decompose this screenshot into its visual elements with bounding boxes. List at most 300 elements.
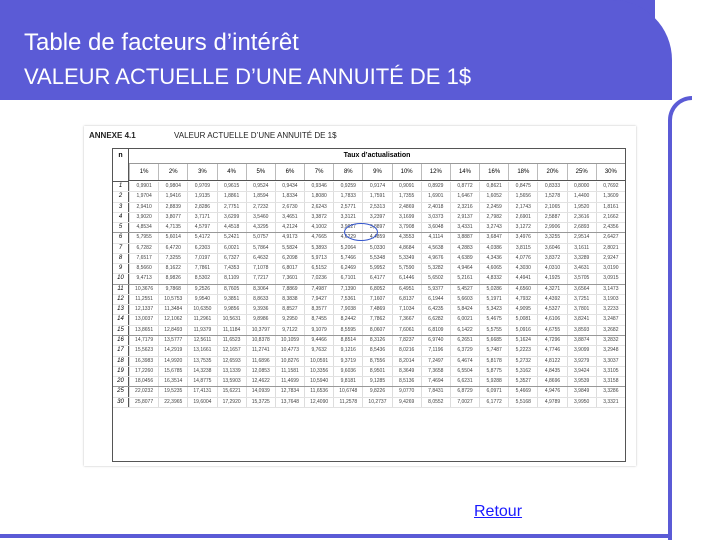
factor-cell: 4,6560 bbox=[508, 285, 537, 294]
table-row bbox=[113, 326, 625, 336]
factor-cell: 7,3601 bbox=[275, 274, 304, 283]
factor-cell: 4,9173 bbox=[275, 233, 304, 242]
factor-cell: 8,1622 bbox=[158, 264, 187, 273]
rate-columns bbox=[129, 164, 625, 181]
factor-cell: 3,3321 bbox=[596, 398, 625, 407]
factor-cell: 8,5436 bbox=[362, 346, 391, 355]
factor-cell: 1,8861 bbox=[217, 192, 246, 201]
factor-cell: 3,8115 bbox=[508, 244, 537, 253]
factor-cell: 7,0197 bbox=[187, 254, 216, 263]
factor-cell: 16,3983 bbox=[129, 357, 158, 366]
factor-cell: 8,8514 bbox=[333, 336, 362, 345]
factor-cell: 4,4392 bbox=[537, 295, 566, 304]
factor-cell: 14,8775 bbox=[187, 377, 216, 386]
factor-cell: 1,8080 bbox=[304, 192, 333, 201]
factor-cell: 9,3719 bbox=[333, 357, 362, 366]
factor-cell: 15,5623 bbox=[129, 346, 158, 355]
factor-cell: 3,8241 bbox=[567, 315, 596, 324]
factor-cell: 6,4951 bbox=[392, 285, 421, 294]
factor-cell: 0,8772 bbox=[450, 182, 479, 191]
period-cell: 20 bbox=[113, 377, 129, 386]
factor-cell: 3,6048 bbox=[421, 223, 450, 232]
factor-cell: 3,3286 bbox=[596, 387, 625, 396]
factor-cell: 7,8869 bbox=[275, 285, 304, 294]
rate-column-header: 18% bbox=[508, 164, 537, 180]
factor-cell: 13,1661 bbox=[187, 346, 216, 355]
factor-cell: 5,0757 bbox=[246, 233, 275, 242]
factor-cell: 5,2223 bbox=[508, 346, 537, 355]
factor-cell: 8,1109 bbox=[217, 274, 246, 283]
factor-cell: 15,6221 bbox=[217, 387, 246, 396]
factor-cell: 4,1114 bbox=[421, 233, 450, 242]
factor-cell: 5,4527 bbox=[450, 285, 479, 294]
factor-cell: 10,5940 bbox=[304, 377, 333, 386]
factor-cell: 3,1903 bbox=[596, 295, 625, 304]
factor-cell: 2,9514 bbox=[567, 233, 596, 242]
factor-cell: 4,3436 bbox=[479, 254, 508, 263]
factor-cell: 3,0915 bbox=[596, 274, 625, 283]
period-cell: 19 bbox=[113, 367, 129, 376]
factor-cell: 4,6755 bbox=[537, 326, 566, 335]
factor-cell: 6,4632 bbox=[246, 254, 275, 263]
factor-cell: 6,8137 bbox=[392, 295, 421, 304]
factor-cell: 3,2682 bbox=[596, 326, 625, 335]
factor-cell: 8,2014 bbox=[392, 357, 421, 366]
factor-cell: 5,0330 bbox=[362, 244, 391, 253]
factor-cell: 3,4631 bbox=[567, 264, 596, 273]
factor-cell: 4,8534 bbox=[129, 223, 158, 232]
table-caption: VALEUR ACTUELLE D’UNE ANNUITÉ DE 1$ bbox=[174, 131, 337, 140]
factor-cell: 6,2469 bbox=[333, 264, 362, 273]
factor-cell: 2,6243 bbox=[304, 203, 333, 212]
factor-cell: 4,1925 bbox=[537, 274, 566, 283]
factor-cell: 3,8077 bbox=[158, 213, 187, 222]
factor-cell: 2,9410 bbox=[129, 203, 158, 212]
factor-cell: 1,4400 bbox=[567, 192, 596, 201]
table-row bbox=[113, 346, 625, 356]
rate-column-header: 6% bbox=[275, 164, 304, 180]
factor-cell: 0,9434 bbox=[275, 182, 304, 191]
factor-cell: 5,3162 bbox=[508, 367, 537, 376]
factor-cell: 3,1699 bbox=[392, 213, 421, 222]
factor-cell: 10,5753 bbox=[158, 295, 187, 304]
factor-cell: 9,6036 bbox=[333, 367, 362, 376]
factor-cell: 12,1062 bbox=[158, 315, 187, 324]
factor-cell: 8,0607 bbox=[362, 326, 391, 335]
factor-cell: 6,8729 bbox=[450, 387, 479, 396]
factor-cell: 8,7605 bbox=[217, 285, 246, 294]
rate-column-header: 5% bbox=[246, 164, 275, 180]
factor-cell: 3,8372 bbox=[537, 254, 566, 263]
factor-cell: 4,8435 bbox=[537, 367, 566, 376]
factor-cell: 2,5771 bbox=[333, 203, 362, 212]
factor-cell: 9,8226 bbox=[362, 387, 391, 396]
factor-cell: 4,6065 bbox=[479, 264, 508, 273]
factor-cell: 5,7864 bbox=[246, 244, 275, 253]
factor-cell: 3,6299 bbox=[217, 213, 246, 222]
factor-cell: 5,9713 bbox=[304, 254, 333, 263]
factor-cell: 5,2161 bbox=[450, 274, 479, 283]
factor-cell: 9,0770 bbox=[392, 387, 421, 396]
factor-cell: 6,4177 bbox=[362, 274, 391, 283]
factor-cell: 5,3527 bbox=[508, 377, 537, 386]
factor-cell: 7,8237 bbox=[392, 336, 421, 345]
factor-cell: 7,4869 bbox=[362, 305, 391, 314]
factor-cell: 5,8178 bbox=[479, 357, 508, 366]
factor-cell: 8,9826 bbox=[158, 274, 187, 283]
factor-cell: 4,9464 bbox=[450, 264, 479, 273]
factor-cell: 6,1446 bbox=[392, 274, 421, 283]
factor-cell: 3,2832 bbox=[596, 336, 625, 345]
factor-cell: 4,2124 bbox=[275, 223, 304, 232]
factor-cell: 11,2741 bbox=[246, 346, 275, 355]
factor-cell: 14,3238 bbox=[187, 367, 216, 376]
factor-cell: 4,3295 bbox=[246, 223, 275, 232]
factor-cell: 2,8839 bbox=[158, 203, 187, 212]
factor-cell: 6,6231 bbox=[450, 377, 479, 386]
factor-cell: 3,9020 bbox=[129, 213, 158, 222]
factor-cell: 8,5302 bbox=[187, 274, 216, 283]
table-row bbox=[113, 387, 625, 397]
factor-cell: 0,9346 bbox=[304, 182, 333, 191]
factor-cell: 10,6350 bbox=[187, 305, 216, 314]
factor-cell: 12,0853 bbox=[246, 367, 275, 376]
factor-cell: 6,1944 bbox=[421, 295, 450, 304]
factor-cell: 4,5638 bbox=[421, 244, 450, 253]
factor-cell: 9,4713 bbox=[129, 274, 158, 283]
factor-cell: 0,9524 bbox=[246, 182, 275, 191]
annuity-table-image bbox=[84, 126, 636, 466]
factor-cell: 6,9740 bbox=[421, 336, 450, 345]
factor-cell: 3,3158 bbox=[596, 377, 625, 386]
factor-cell: 11,9379 bbox=[187, 326, 216, 335]
factor-cell: 14,9920 bbox=[158, 357, 187, 366]
factor-cell: 6,6282 bbox=[421, 315, 450, 324]
factor-cell: 5,9377 bbox=[421, 285, 450, 294]
table-row bbox=[113, 264, 625, 274]
table-row bbox=[113, 254, 625, 264]
factor-cell: 1,6052 bbox=[479, 192, 508, 201]
factor-cell: 4,9095 bbox=[508, 305, 537, 314]
factor-cell: 5,4675 bbox=[479, 315, 508, 324]
factor-cell: 0,9259 bbox=[333, 182, 362, 191]
factor-cell: 25,8077 bbox=[129, 398, 158, 407]
factor-cell: 5,8775 bbox=[479, 367, 508, 376]
factor-cell: 3,6564 bbox=[567, 285, 596, 294]
rate-column-header: 7% bbox=[304, 164, 333, 180]
factor-cell: 8,5595 bbox=[333, 326, 362, 335]
factor-cell: 4,8122 bbox=[537, 357, 566, 366]
factor-cell: 4,0386 bbox=[479, 244, 508, 253]
slide-subtitle: VALEUR ACTUELLE D’UNE ANNUITÉ DE 1$ bbox=[24, 64, 472, 89]
factor-cell: 8,9501 bbox=[362, 367, 391, 376]
factor-cell: 4,6229 bbox=[333, 233, 362, 242]
factor-cell: 8,5136 bbox=[392, 377, 421, 386]
table-row bbox=[113, 285, 625, 295]
factor-cell: 3,9424 bbox=[567, 367, 596, 376]
factor-cell: 4,7135 bbox=[158, 223, 187, 232]
factor-cell: 9,1079 bbox=[304, 326, 333, 335]
factor-cell: 13,0037 bbox=[129, 315, 158, 324]
factor-cell: 6,4235 bbox=[421, 305, 450, 314]
factor-cell: 7,9038 bbox=[333, 305, 362, 314]
factor-cell: 3,2743 bbox=[479, 223, 508, 232]
factor-cell: 3,9849 bbox=[567, 387, 596, 396]
factor-cell: 12,1337 bbox=[129, 305, 158, 314]
factor-cell: 6,0021 bbox=[217, 244, 246, 253]
factor-cell: 5,3282 bbox=[421, 264, 450, 273]
factor-cell: 8,8527 bbox=[275, 305, 304, 314]
factor-cell: 1,9135 bbox=[187, 192, 216, 201]
factor-cell: 10,3356 bbox=[304, 367, 333, 376]
factor-cell: 0,9174 bbox=[362, 182, 391, 191]
factor-cell: 1,9704 bbox=[129, 192, 158, 201]
factor-cell: 8,3838 bbox=[275, 295, 304, 304]
factor-cell: 8,0216 bbox=[392, 346, 421, 355]
factor-cell: 6,8017 bbox=[275, 264, 304, 273]
rate-column-header: 4% bbox=[217, 164, 246, 180]
factor-cell: 10,1059 bbox=[275, 336, 304, 345]
rate-header: Taux d’actualisation bbox=[129, 149, 625, 164]
factor-cell: 6,7101 bbox=[333, 274, 362, 283]
factor-cell: 4,3030 bbox=[508, 264, 537, 273]
factor-cell: 14,0939 bbox=[246, 387, 275, 396]
factor-cell: 0,7692 bbox=[596, 182, 625, 191]
factor-cell: 4,7932 bbox=[508, 295, 537, 304]
factor-cell: 7,6517 bbox=[129, 254, 158, 263]
annuity-table bbox=[112, 148, 626, 462]
factor-cell: 1,7591 bbox=[362, 192, 391, 201]
factor-cell: 6,5152 bbox=[304, 264, 333, 273]
factor-cell: 6,8052 bbox=[362, 285, 391, 294]
factor-cell: 4,8332 bbox=[479, 274, 508, 283]
factor-cell: 2,7232 bbox=[246, 203, 275, 212]
factor-cell: 9,4466 bbox=[304, 336, 333, 345]
factor-cell: 10,8276 bbox=[275, 357, 304, 366]
factor-cell: 7,2497 bbox=[421, 357, 450, 366]
factor-cell: 2,3616 bbox=[567, 213, 596, 222]
period-cell: 4 bbox=[113, 213, 129, 222]
factor-cell: 1,7355 bbox=[392, 192, 421, 201]
factor-cell: 16,3514 bbox=[158, 377, 187, 386]
factor-cell: 7,1034 bbox=[392, 305, 421, 314]
frame-right-border bbox=[668, 96, 692, 540]
factor-cell: 3,9539 bbox=[567, 377, 596, 386]
factor-cell: 10,0591 bbox=[304, 357, 333, 366]
factor-cell: 2,6730 bbox=[275, 203, 304, 212]
factor-cell: 9,1216 bbox=[333, 346, 362, 355]
factor-cell: 1,8594 bbox=[246, 192, 275, 201]
factor-cell: 4,1002 bbox=[304, 223, 333, 232]
factor-cell: 12,6593 bbox=[217, 357, 246, 366]
factor-cell: 10,5631 bbox=[217, 315, 246, 324]
period-cell: 14 bbox=[113, 315, 129, 324]
factor-cell: 1,5278 bbox=[537, 192, 566, 201]
factor-cell: 3,3105 bbox=[596, 367, 625, 376]
factor-cell: 17,2920 bbox=[217, 398, 246, 407]
factor-cell: 5,5348 bbox=[362, 254, 391, 263]
period-cell: 3 bbox=[113, 203, 129, 212]
factor-cell: 9,3936 bbox=[246, 305, 275, 314]
factor-cell: 3,2397 bbox=[362, 213, 391, 222]
factor-cell: 5,0081 bbox=[508, 315, 537, 324]
factor-cell: 22,0232 bbox=[129, 387, 158, 396]
factor-cell: 5,0916 bbox=[508, 326, 537, 335]
factor-cell: 9,3851 bbox=[217, 295, 246, 304]
factor-cell: 19,6004 bbox=[187, 398, 216, 407]
factor-cell: 2,6901 bbox=[508, 213, 537, 222]
factor-cell: 3,2233 bbox=[596, 305, 625, 314]
factor-cell: 5,6603 bbox=[450, 295, 479, 304]
factor-cell: 0,8929 bbox=[421, 182, 450, 191]
factor-cell: 2,6427 bbox=[596, 233, 625, 242]
table-row bbox=[113, 274, 625, 284]
table-row bbox=[113, 244, 625, 254]
factor-cell: 9,8181 bbox=[333, 377, 362, 386]
factor-cell: 11,6523 bbox=[217, 336, 246, 345]
factor-cell: 9,7868 bbox=[158, 285, 187, 294]
factor-cell: 3,7251 bbox=[567, 295, 596, 304]
factor-cell: 6,2098 bbox=[275, 254, 304, 263]
factor-cell: 3,8897 bbox=[362, 223, 391, 232]
factor-cell: 4,3271 bbox=[537, 285, 566, 294]
factor-cell: 4,8696 bbox=[537, 377, 566, 386]
factor-cell: 3,9950 bbox=[567, 398, 596, 407]
factor-cell: 2,9137 bbox=[450, 213, 479, 222]
factor-cell: 3,4651 bbox=[275, 213, 304, 222]
factor-cell: 0,9709 bbox=[187, 182, 216, 191]
factor-cell: 3,6847 bbox=[479, 233, 508, 242]
factor-cell: 4,4518 bbox=[217, 223, 246, 232]
factor-cell: 0,8621 bbox=[479, 182, 508, 191]
factor-cell: 8,8633 bbox=[246, 295, 275, 304]
rate-column-header: 1% bbox=[129, 164, 158, 180]
factor-cell: 10,4773 bbox=[275, 346, 304, 355]
factor-cell: 9,9856 bbox=[217, 305, 246, 314]
factor-cell: 4,7296 bbox=[537, 336, 566, 345]
factor-cell: 4,9676 bbox=[421, 254, 450, 263]
factor-cell: 12,5611 bbox=[187, 336, 216, 345]
factor-cell: 13,7648 bbox=[275, 398, 304, 407]
factor-cell: 7,1390 bbox=[333, 285, 362, 294]
table-row bbox=[113, 315, 625, 325]
factor-cell: 14,7179 bbox=[129, 336, 158, 345]
factor-cell: 3,7171 bbox=[187, 213, 216, 222]
factor-cell: 5,2732 bbox=[508, 357, 537, 366]
factor-cell: 0,9901 bbox=[129, 182, 158, 191]
factor-cell: 6,0971 bbox=[479, 387, 508, 396]
factor-cell: 3,8874 bbox=[567, 336, 596, 345]
factor-cell: 7,9427 bbox=[304, 295, 333, 304]
table-row bbox=[113, 203, 625, 213]
header-divider bbox=[0, 100, 672, 104]
factor-cell: 2,3216 bbox=[450, 203, 479, 212]
factor-cell: 4,5327 bbox=[537, 305, 566, 314]
rate-column-header: 16% bbox=[479, 164, 508, 180]
factor-cell: 5,7955 bbox=[129, 233, 158, 242]
factor-cell: 11,6536 bbox=[304, 387, 333, 396]
factor-cell: 5,3893 bbox=[304, 244, 333, 253]
table-row bbox=[113, 305, 625, 315]
factor-cell: 7,1078 bbox=[246, 264, 275, 273]
factor-cell: 7,3667 bbox=[392, 315, 421, 324]
table-row bbox=[113, 398, 625, 408]
period-cell: 18 bbox=[113, 357, 129, 366]
factor-cell: 3,4331 bbox=[450, 223, 479, 232]
factor-cell: 18,0456 bbox=[129, 377, 158, 386]
factor-cell: 0,8475 bbox=[508, 182, 537, 191]
factor-cell: 6,2303 bbox=[187, 244, 216, 253]
factor-cell: 6,7327 bbox=[217, 254, 246, 263]
factor-cell: 7,4353 bbox=[217, 264, 246, 273]
factor-cell: 2,1743 bbox=[508, 203, 537, 212]
factor-cell: 11,1184 bbox=[217, 326, 246, 335]
factor-cell: 0,8000 bbox=[567, 182, 596, 191]
table-row bbox=[113, 357, 625, 367]
factor-cell: 7,1607 bbox=[362, 295, 391, 304]
factor-cell: 7,7862 bbox=[362, 315, 391, 324]
factor-cell: 5,1624 bbox=[508, 336, 537, 345]
period-cell: 25 bbox=[113, 387, 129, 396]
factor-cell: 3,9099 bbox=[567, 346, 596, 355]
factor-cell: 2,5313 bbox=[362, 203, 391, 212]
factor-cell: 4,7665 bbox=[304, 233, 333, 242]
factor-cell: 5,1971 bbox=[479, 295, 508, 304]
rate-column-header: 30% bbox=[596, 164, 625, 180]
factor-cell: 1,8161 bbox=[596, 203, 625, 212]
factor-cell: 3,7908 bbox=[392, 223, 421, 232]
factor-cell: 8,3649 bbox=[392, 367, 421, 376]
factor-cell: 5,9952 bbox=[362, 264, 391, 273]
period-cell: 6 bbox=[113, 233, 129, 242]
period-cell: 1 bbox=[113, 182, 129, 191]
factor-cell: 3,8887 bbox=[450, 233, 479, 242]
period-cell: 7 bbox=[113, 244, 129, 253]
rate-column-header: 10% bbox=[392, 164, 421, 180]
factor-cell: 8,2442 bbox=[333, 315, 362, 324]
rate-column-header: 14% bbox=[450, 164, 479, 180]
factor-cell: 5,9288 bbox=[479, 377, 508, 386]
factor-cell: 3,3037 bbox=[596, 357, 625, 366]
table-row bbox=[113, 213, 625, 223]
factor-cell: 8,0552 bbox=[421, 398, 450, 407]
factor-cell: 5,5824 bbox=[275, 244, 304, 253]
factor-cell: 2,1065 bbox=[537, 203, 566, 212]
factor-cell: 11,2578 bbox=[333, 398, 362, 407]
factor-cell: 5,5755 bbox=[479, 326, 508, 335]
factor-cell: 11,2551 bbox=[129, 295, 158, 304]
back-link[interactable]: Retour bbox=[474, 503, 523, 520]
factor-cell: 6,5504 bbox=[450, 367, 479, 376]
factor-cell: 1,3609 bbox=[596, 192, 625, 201]
factor-cell: 13,1339 bbox=[217, 367, 246, 376]
factor-cell: 3,3289 bbox=[567, 254, 596, 263]
factor-cell: 3,4976 bbox=[508, 233, 537, 242]
factor-cell: 2,8286 bbox=[187, 203, 216, 212]
header-curve-decoration bbox=[560, 0, 672, 104]
factor-cell: 5,8424 bbox=[450, 305, 479, 314]
factor-cell: 3,1473 bbox=[596, 285, 625, 294]
factor-cell: 5,7590 bbox=[392, 264, 421, 273]
factor-cell: 3,5460 bbox=[246, 213, 275, 222]
highlight-circle bbox=[344, 223, 378, 241]
factor-cell: 3,1611 bbox=[567, 244, 596, 253]
period-cell: 11 bbox=[113, 285, 129, 294]
factor-cell: 8,7455 bbox=[304, 315, 333, 324]
factor-cell: 8,3126 bbox=[362, 336, 391, 345]
factor-cell: 3,3255 bbox=[537, 233, 566, 242]
factor-cell: 5,7466 bbox=[333, 254, 362, 263]
